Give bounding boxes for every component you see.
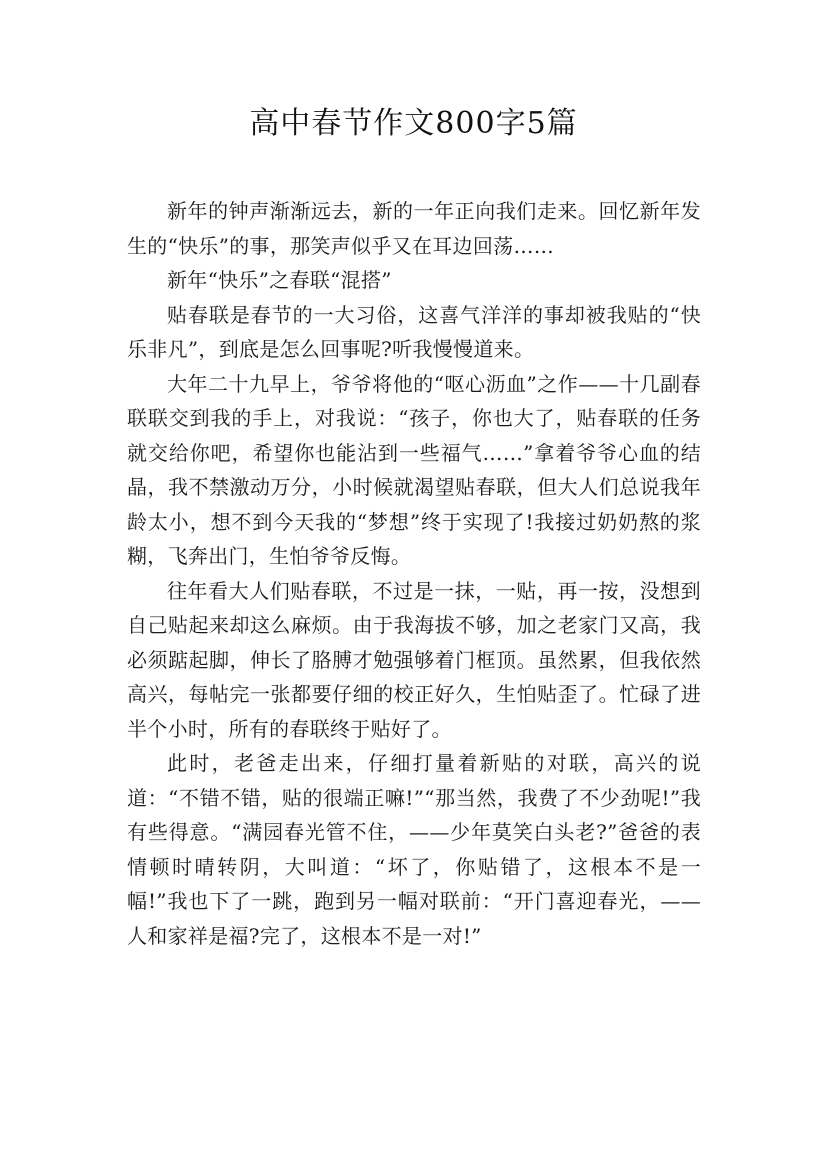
paragraph-grandpa: 大年二十九早上，爷爷将他的“呕心沥血”之作——十几副春联联交到我的手上，对我说：“孩子，你也大了，贴春联的任务就交给你吧，希望你也能沾到一些福气……”拿着爷爷心血的结晶，我不禁激动万分，小时候就渴望贴春联，但大人们总说我年龄太小，想不到今天我的“梦想”终于实现了!我接过奶奶熬的浆糊，飞奔出门，生怕爷爷反悔。 — [127, 371, 701, 568]
paragraph-subheading: 新年“快乐”之春联“混搭” — [167, 268, 392, 292]
paragraph-custom: 贴春联是春节的一大习俗，这喜气洋洋的事却被我贴的“快乐非凡”，到底是怎么回事呢?听我慢慢道来。 — [127, 302, 701, 361]
paragraph-dad: 此时，老爸走出来，仔细打量着新贴的对联，高兴的说道：“不错不错，贴的很端正嘛!”“那当然，我费了不少劲呢!”我有些得意。“满园春光管不住，——少年莫笑白头老?”爸爸的表情顿时晴转阴，大叫道：“坏了，你贴错了，这根本不是一幅!”我也下了一跳，跑到另一幅对联前：“开门喜迎春光，——人和家祥是福?完了，这根本不是一对!” — [127, 751, 701, 948]
paragraph-pasting: 往年看大人们贴春联，不过是一抹，一贴，再一按，没想到自己贴起来却这么麻烦。由于我海拔不够，加之老家门又高，我必须踮起脚，伸长了胳膊才勉强够着门框顶。虽然累，但我依然高兴，每帖完一张都要仔细的校正好久，生怕贴歪了。忙碌了进半个小时，所有的春联终于贴好了。 — [127, 578, 701, 741]
paragraph-intro: 新年的钟声渐渐远去，新的一年正向我们走来。回忆新年发生的“快乐”的事，那笑声似乎又在耳边回荡…… — [127, 199, 701, 258]
document-title: 高中春节作文800字5篇 — [249, 106, 578, 141]
document-body — [127, 194, 701, 953]
